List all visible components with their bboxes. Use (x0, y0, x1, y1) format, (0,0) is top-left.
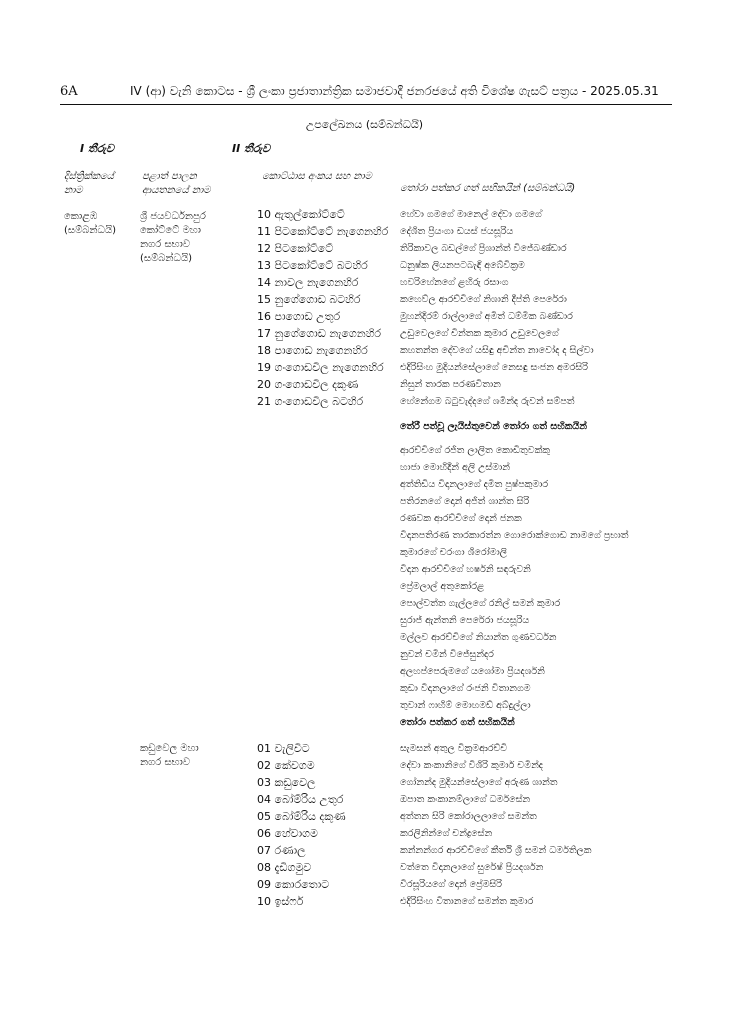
member-name: උඩුවෙලගේ චින්තක කුමාර උඩුවෙලගේ (400, 328, 559, 339)
ward-row: 08 දැඩිගමුව (257, 861, 312, 874)
column-ii-heading: II තීරුව (232, 142, 271, 155)
authority-name (140, 210, 206, 266)
member-name: දේශිත ප්‍රියංගා ඩයස් ජයසූරිය (400, 226, 514, 237)
list-member-name: පොල්වත්ත ගැල්ලගේ රනිල් සමන් කුමාර (400, 598, 561, 609)
elected-column-header: තෝරා පත්කර ගත් සභිකයින් (සම්බන්ධයි) (400, 183, 576, 194)
elected-members-title: තෝරා පත්කර ගත් සභිකයින් (400, 717, 515, 728)
list-member-name: මල්ලව ආරච්චිගේ නියාන්ත ගුණවර්ධන (400, 632, 557, 643)
member-name: දේවා කංකානිගේ විශිරි කුමාර් චමින්ද (400, 760, 544, 771)
ward-column-header: කොට්ඨාස අංකය සහ නාම (262, 171, 372, 182)
list-member-name: තුවාන් ෆාහිම් මොහමඩ් අබ්දුල්ලා (400, 700, 531, 711)
ward-row: 13 පිටකෝට්ටේ බටහිර (257, 259, 368, 272)
district-column-header: දිස්ත්‍රික්කයේ නාම (64, 171, 114, 196)
ward-row: 21 ගංගොඩවිල බටහිර (257, 395, 364, 408)
list-member-name: පතිරනගේ දොන් අජිත් ශාන්ත සිරි (400, 496, 530, 507)
ward-row: 20 ගංගොඩවිල දකුණ (257, 378, 359, 391)
authority-line: ශ්‍රී ජයවර්ධනපුර (140, 211, 206, 222)
member-name: කහෙව්ල ආරච්චිගේ නිශානි දීප්ති පෙරේරා (400, 294, 567, 305)
ward-row: 14 නාවල නැගෙනහිර (257, 276, 359, 289)
list-member-name: සුරාජ් ඇන්තනි පෙරේරා ජයසූරිය (400, 615, 530, 626)
ward-row: 15 නුගේගොඩ බටහිර (257, 293, 361, 306)
member-name: අත්තන සිරි කෝරාලලාගේ සමන්ත (400, 811, 537, 822)
authority-line: නගර සභාව (140, 757, 191, 768)
list-member-name: ආරච්චිගේ රජිත ලාලිත කොඩිතුවක්කු (400, 445, 551, 456)
member-name: වීරසූරියගේ දොන් ප්‍රේමසිරි (400, 879, 502, 890)
member-name: හේනේගම බටුවැද්දගේ ශමින්ද රුවන් සම්පත් (400, 396, 575, 407)
ward-row: 17 නුගේගොඩ නැගෙනහිර (257, 327, 381, 340)
authority-column-header: පළාත් පාලන ආයතනයේ නාම (142, 171, 211, 196)
list-member-name: ප්‍රේමලාල් අතුකෝරළ (400, 581, 485, 592)
member-name: කරලිනින්ගේ චන්ද්‍රසේන (400, 828, 493, 839)
member-name: මුහන්දිරම් රාල්ලාගේ අමිත් ධම්මික බණ්ඩාර (400, 311, 573, 322)
ward-row: 03 කඩුවෙල (257, 776, 316, 789)
list-member-name: අලහප්පෙරුමගේ යශෝමා ප්‍රියදර්ශනි (400, 666, 545, 677)
authority-line: කඩුවෙල මහා (140, 743, 199, 754)
ward-row: 19 ගංගොඩවිල නැගෙනහිර (257, 361, 384, 374)
header-rule (60, 104, 672, 105)
page-number: 6A (60, 84, 78, 99)
list-member-name: අත්තිඩිය විදානලාගේ දමිත පුෂ්පකුමාර (400, 479, 549, 490)
member-name: හේවා ගමගේ මානෙල් දේවා ගමගේ (400, 209, 542, 220)
ward-row: 18 පාගොඩ නැගෙනහිර (257, 344, 368, 357)
member-name: හවරිහේනගේ ළහිරු රසාංග (400, 277, 509, 288)
member-name: කහතන්ත දේවගේ යසිඳු අචින්ත නාවෝද ද සිල්වා (400, 345, 594, 356)
page-header (60, 84, 672, 104)
member-name: සැමසන් අතුල වික්‍රමආරච්චි (400, 743, 508, 754)
member-name: වත්තෙ විදානලාගේ සුරේෂ් ප්‍රියදර්ශන (400, 862, 544, 873)
list-member-name: කුමාරගේ චරංගා ශිරෝමාලි (400, 547, 507, 558)
ward-row: 10 ඉස්ෆර් (257, 895, 304, 908)
column-i-heading: I තීරුව (80, 142, 114, 155)
ward-row: 02 කේවගම (257, 759, 315, 772)
list-member-name: විදානපතිරණ තාරකාරත්න ගොරොක්ගොඩ නාමගේ ප්‍රභාත් (400, 530, 629, 541)
member-name: එදිරිසිංහ විතානගේ සමන්ත කුමාර (400, 896, 534, 907)
authority-line: කෝට්ටේ මහා (140, 225, 201, 236)
district-colombo: කොළඹ (සම්බන්ධයි) (64, 211, 117, 236)
list-member-name: කුඩා විදානලාගේ රංජනි විතානගම (400, 683, 531, 694)
ward-row: 01 වැලිවිට (257, 742, 310, 755)
authority-line: (සම්බන්ධයි) (140, 253, 193, 264)
list-members-title: තේරී පත්වූ ලැයිස්තුවෙන් තෝරා ගත් සභිකයින් (400, 421, 587, 432)
ward-row: 06 හේවාගම (257, 827, 318, 840)
ward-row: 04 බෝම්රිය උතුර (257, 793, 344, 806)
list-member-name: හාජා මොහිදීන් අලි උස්මාන් (400, 462, 510, 473)
member-name: ඔපාත කංකානම්ලාගේ ධර්මසේන (400, 794, 531, 805)
ward-row: 12 පිටකෝට්ටේ (257, 242, 334, 255)
member-name: එදිරිසිංහ මුදියන්සේලාගේ නෙසඳු සංජන අමරසිරි (400, 362, 588, 373)
schedule-title: උපලේඛනය (සම්බන්ධයි) (305, 118, 424, 131)
ward-row: 05 බෝම්රිය දකුණ (257, 810, 346, 823)
member-name: කන්නන්ගර ආරච්චිගේ කීර්ති ශ්‍රී සමන් ධර්මතිලක (400, 845, 592, 856)
ward-row: 10 ඇතුල්කෝට්ටේ (257, 208, 345, 221)
list-member-name: විදාන ආරච්චිගේ හර්ෂනි සඳරුවනි (400, 564, 531, 575)
member-name: නිසුන් තාරක පරණවිතාන (400, 379, 501, 390)
member-name: තිරිකාවල බඩල්ගේ ප්‍රිශාන්ත් විජේබණ්ඩාර (400, 243, 567, 254)
ward-row: 16 පාගොඩ උතුර (257, 310, 341, 323)
gazette-title: IV (ආ) වැනි කොටස - ශ්‍රී ලංකා ප්‍රජාතාන්ත්‍රික සමාජවාදී ජනරජයේ අති විශේෂ ගැසට් පත්‍රය - 2025.05.31 (130, 84, 659, 98)
list-member-name: නුවන් චමින් විජේසුන්දර (400, 649, 494, 660)
authority-name (140, 742, 199, 770)
ward-row: 11 පිටකෝට්ටේ නැගෙනහිර (257, 225, 389, 238)
authority-line: නගර සභාව (140, 239, 191, 250)
member-name: ධනුෂ්ක ලියනපටබැඳි අබේවික්‍රම (400, 260, 525, 271)
ward-row: 09 කොරතොට (257, 878, 330, 891)
member-name: ගෝනන්ද මුදියන්සේලාගේ අරුණ ශාන්ත (400, 777, 558, 788)
list-member-name: රණවක ආරච්චිගේ දොන් ජනක (400, 513, 522, 524)
ward-row: 07 රණාල (257, 844, 306, 857)
